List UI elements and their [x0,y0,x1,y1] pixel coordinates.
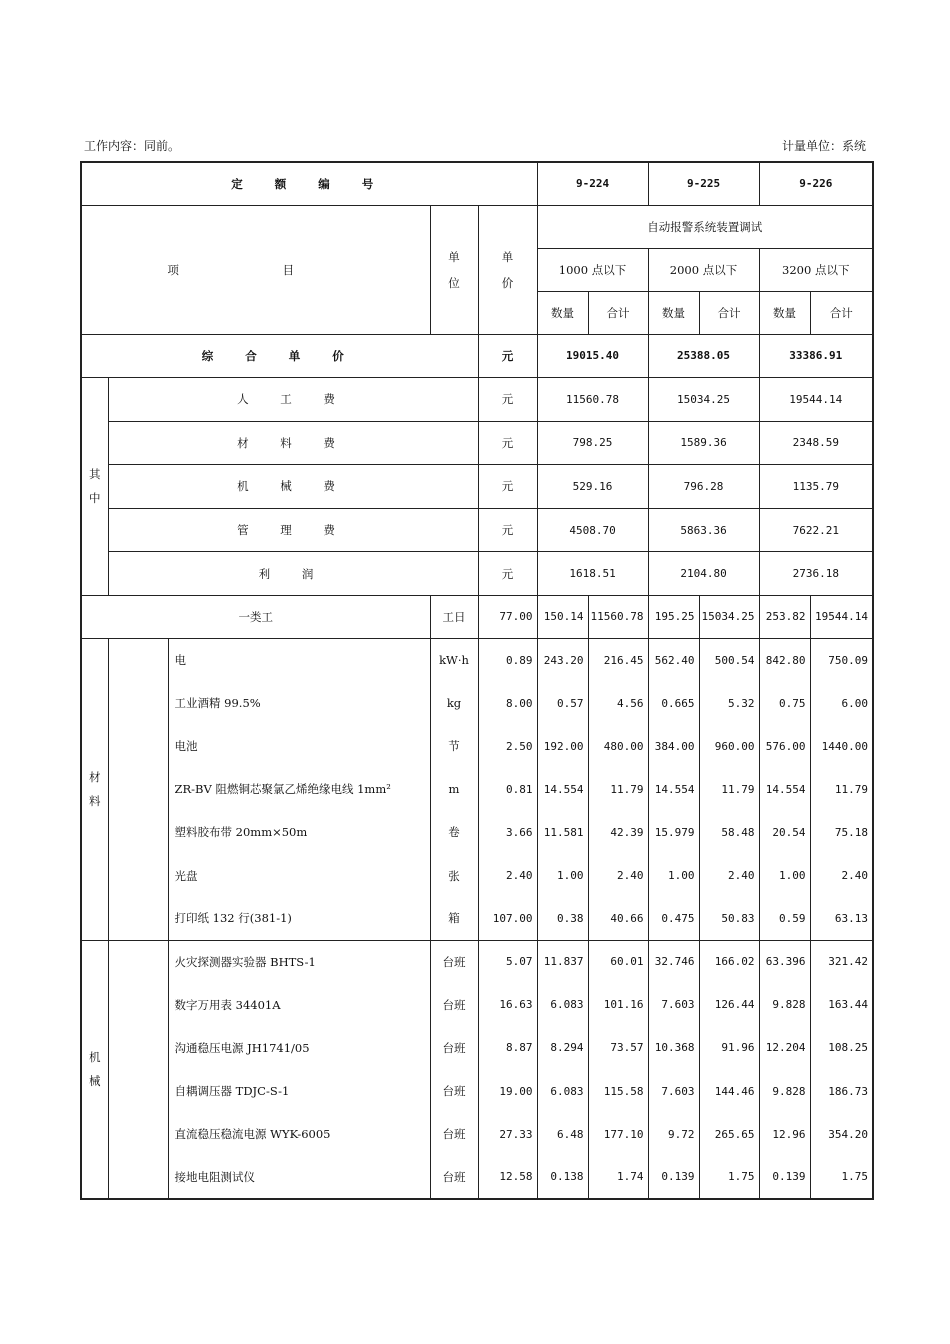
labor-cell: 15034.25 [699,595,759,638]
machinery-cell: 7.603 [648,983,699,1026]
machinery-cell: 11.837 [537,940,588,983]
materials-cell: 20.54 [759,811,810,854]
cost-value: 1135.79 [759,465,873,509]
quota-no-label [81,162,537,205]
materials-cell: 75.18 [810,811,873,854]
cost-value: 5863.36 [648,508,759,552]
materials-name: ZR-BV 阻燃铜芯聚氯乙烯绝缘电线 1mm² [168,768,430,811]
machinery-cell: 6.083 [537,1069,588,1112]
machinery-cell: 115.58 [588,1069,648,1112]
machinery-cell: 1.75 [699,1156,759,1199]
machinery-cell: 9.828 [759,983,810,1026]
machinery-cell: 186.73 [810,1069,873,1112]
labor-cell: 19544.14 [810,595,873,638]
machinery-unit: 台班 [430,940,478,983]
materials-cell: 0.57 [537,682,588,725]
machinery-cell: 265.65 [699,1113,759,1156]
machinery-cell: 0.139 [648,1156,699,1199]
materials-cell: 216.45 [588,639,648,682]
composite-value: 25388.05 [648,334,759,377]
cost-label [108,552,478,596]
materials-unit: kg [430,682,478,725]
machinery-cell: 108.25 [810,1026,873,1069]
cost-value: 19544.14 [759,377,873,421]
machinery-cell: 321.42 [810,940,873,983]
machinery-cell: 9.828 [759,1069,810,1112]
materials-price: 2.40 [478,854,537,897]
materials-cell: 2.40 [810,854,873,897]
quota-table [80,161,874,1200]
materials-spacer [108,639,168,941]
materials-cell: 14.554 [648,768,699,811]
materials-cell: 2.40 [588,854,648,897]
machinery-name: 接地电阻测试仪 [168,1156,430,1199]
machinery-cell: 12.204 [759,1026,810,1069]
machinery-name: 直流稳压稳流电源 WYK-6005 [168,1113,430,1156]
materials-cell: 576.00 [759,725,810,768]
machinery-unit: 台班 [430,983,478,1026]
cost-value: 7622.21 [759,508,873,552]
machinery-cell: 63.396 [759,940,810,983]
machinery-spacer [108,940,168,1199]
composite-text: 综 合 单 价 [201,348,358,363]
materials-cell: 11.581 [537,811,588,854]
labor-label: 一类工 [81,595,430,638]
machinery-cell: 9.72 [648,1113,699,1156]
materials-name: 塑料胶布带 20mm×50m [168,811,430,854]
materials-name: 光盘 [168,854,430,897]
item-text: 项 目 [167,262,345,277]
machinery-cell: 6.083 [537,983,588,1026]
materials-price: 107.00 [478,897,537,940]
machinery-cell: 144.46 [699,1069,759,1112]
machinery-cell: 60.01 [588,940,648,983]
unit-label [430,205,478,334]
machinery-cell: 0.138 [537,1156,588,1199]
machinery-cell: 1.74 [588,1156,648,1199]
materials-group-label [81,639,108,941]
machinery-cell: 10.368 [648,1026,699,1069]
work-content: 工作内容：同前。 [84,139,181,153]
machinery-unit: 台班 [430,1069,478,1112]
cost-text: 材 料 费 [237,435,349,450]
cost-value: 2348.59 [759,421,873,465]
machinery-cell: 7.603 [648,1069,699,1112]
materials-cell: 0.475 [648,897,699,940]
materials-price: 0.81 [478,768,537,811]
cost-unit: 元 [478,465,537,509]
machinery-group-label [81,940,108,1199]
total-label: 合计 [588,291,648,334]
materials-price: 2.50 [478,725,537,768]
cost-value: 2104.80 [648,552,759,596]
materials-cell: 384.00 [648,725,699,768]
machinery-price: 8.87 [478,1026,537,1069]
quota-no-text: 定 额 编 号 [231,176,388,191]
materials-cell: 42.39 [588,811,648,854]
materials-unit: m [430,768,478,811]
machinery-name: 火灾探测器实验器 BHTS-1 [168,940,430,983]
materials-cell: 14.554 [759,768,810,811]
machinery-cell: 12.96 [759,1113,810,1156]
cost-unit: 元 [478,508,537,552]
machinery-price: 19.00 [478,1069,537,1112]
quota-code: 9-225 [648,162,759,205]
range-subtitle: 3200 点以下 [759,248,873,291]
machinery-price: 5.07 [478,940,537,983]
materials-unit: 张 [430,854,478,897]
materials-cell: 480.00 [588,725,648,768]
cost-unit: 元 [478,552,537,596]
labor-cell: 195.25 [648,595,699,638]
cost-unit: 元 [478,377,537,421]
materials-cell: 1.00 [537,854,588,897]
total-label: 合计 [810,291,873,334]
materials-cell: 0.665 [648,682,699,725]
qty-label: 数量 [648,291,699,334]
unit-of-measure: 计量单位：系统 [781,139,866,153]
materials-cell: 5.32 [699,682,759,725]
materials-cell: 960.00 [699,725,759,768]
cost-value: 11560.78 [537,377,648,421]
cost-value: 798.25 [537,421,648,465]
materials-price: 8.00 [478,682,537,725]
composite-value: 19015.40 [537,334,648,377]
machinery-cell: 0.139 [759,1156,810,1199]
materials-cell: 63.13 [810,897,873,940]
cost-value: 796.28 [648,465,759,509]
labor-unit: 工日 [430,595,478,638]
machinery-cell: 1.75 [810,1156,873,1199]
materials-cell: 1440.00 [810,725,873,768]
labor-cell: 253.82 [759,595,810,638]
cost-text: 机 械 费 [237,479,349,494]
machinery-text: 机械 [89,1050,101,1089]
cost-value: 1618.51 [537,552,648,596]
materials-cell: 842.80 [759,639,810,682]
machinery-cell: 91.96 [699,1026,759,1069]
machinery-cell: 101.16 [588,983,648,1026]
materials-unit: 节 [430,725,478,768]
price-label [478,205,537,334]
total-label: 合计 [699,291,759,334]
machinery-cell: 126.44 [699,983,759,1026]
materials-name: 打印纸 132 行(381-1) [168,897,430,940]
machinery-cell: 177.10 [588,1113,648,1156]
labor-price: 77.00 [478,595,537,638]
materials-unit: 卷 [430,811,478,854]
qty-label: 数量 [537,291,588,334]
materials-cell: 243.20 [537,639,588,682]
materials-name: 电池 [168,725,430,768]
machinery-cell: 32.746 [648,940,699,983]
machinery-cell: 73.57 [588,1026,648,1069]
item-label [81,205,430,334]
materials-cell: 11.79 [588,768,648,811]
materials-cell: 750.09 [810,639,873,682]
materials-cell: 0.38 [537,897,588,940]
materials-text: 材料 [89,770,101,809]
price-text: 单价 [501,249,514,290]
labor-cell: 11560.78 [588,595,648,638]
machinery-price: 27.33 [478,1113,537,1156]
cost-value: 4508.70 [537,508,648,552]
materials-cell: 562.40 [648,639,699,682]
materials-cell: 58.48 [699,811,759,854]
cost-value: 1589.36 [648,421,759,465]
cost-text: 管 理 费 [237,523,349,538]
materials-cell: 15.979 [648,811,699,854]
cost-text: 利 润 [258,566,328,581]
composite-unit: 元 [478,334,537,377]
materials-unit: 箱 [430,897,478,940]
materials-cell: 11.79 [699,768,759,811]
machinery-cell: 6.48 [537,1113,588,1156]
quota-code: 9-226 [759,162,873,205]
machinery-unit: 台班 [430,1113,478,1156]
cost-value: 15034.25 [648,377,759,421]
among-label [81,377,108,595]
materials-cell: 0.59 [759,897,810,940]
cost-value: 529.16 [537,465,648,509]
materials-cell: 1.00 [648,854,699,897]
materials-cell: 6.00 [810,682,873,725]
machinery-unit: 台班 [430,1156,478,1199]
machinery-unit: 台班 [430,1026,478,1069]
group-title: 自动报警系统装置调试 [537,205,873,248]
cost-label [108,508,478,552]
materials-cell: 0.75 [759,682,810,725]
machinery-name: 自耦调压器 TDJC-S-1 [168,1069,430,1112]
materials-name: 电 [168,639,430,682]
materials-cell: 192.00 [537,725,588,768]
machinery-price: 12.58 [478,1156,537,1199]
machinery-cell: 354.20 [810,1113,873,1156]
materials-cell: 4.56 [588,682,648,725]
machinery-name: 数字万用表 34401A [168,983,430,1026]
materials-cell: 40.66 [588,897,648,940]
materials-cell: 2.40 [699,854,759,897]
labor-cell: 150.14 [537,595,588,638]
materials-unit: kW·h [430,639,478,682]
composite-label [81,334,478,377]
materials-cell: 14.554 [537,768,588,811]
materials-name: 工业酒精 99.5% [168,682,430,725]
materials-cell: 1.00 [759,854,810,897]
qty-label: 数量 [759,291,810,334]
quota-code: 9-224 [537,162,648,205]
unit-text: 单位 [448,249,460,290]
range-subtitle: 1000 点以下 [537,248,648,291]
machinery-cell: 8.294 [537,1026,588,1069]
machinery-cell: 163.44 [810,983,873,1026]
cost-label [108,377,478,421]
machinery-price: 16.63 [478,983,537,1026]
among-text: 其中 [89,467,101,506]
materials-price: 0.89 [478,639,537,682]
range-subtitle: 2000 点以下 [648,248,759,291]
materials-cell: 500.54 [699,639,759,682]
machinery-cell: 166.02 [699,940,759,983]
cost-text: 人 工 费 [237,392,349,407]
cost-unit: 元 [478,421,537,465]
materials-cell: 11.79 [810,768,873,811]
machinery-name: 沟通稳压电源 JH1741/05 [168,1026,430,1069]
composite-value: 33386.91 [759,334,873,377]
materials-price: 3.66 [478,811,537,854]
materials-cell: 50.83 [699,897,759,940]
cost-label [108,421,478,465]
cost-label [108,465,478,509]
cost-value: 2736.18 [759,552,873,596]
